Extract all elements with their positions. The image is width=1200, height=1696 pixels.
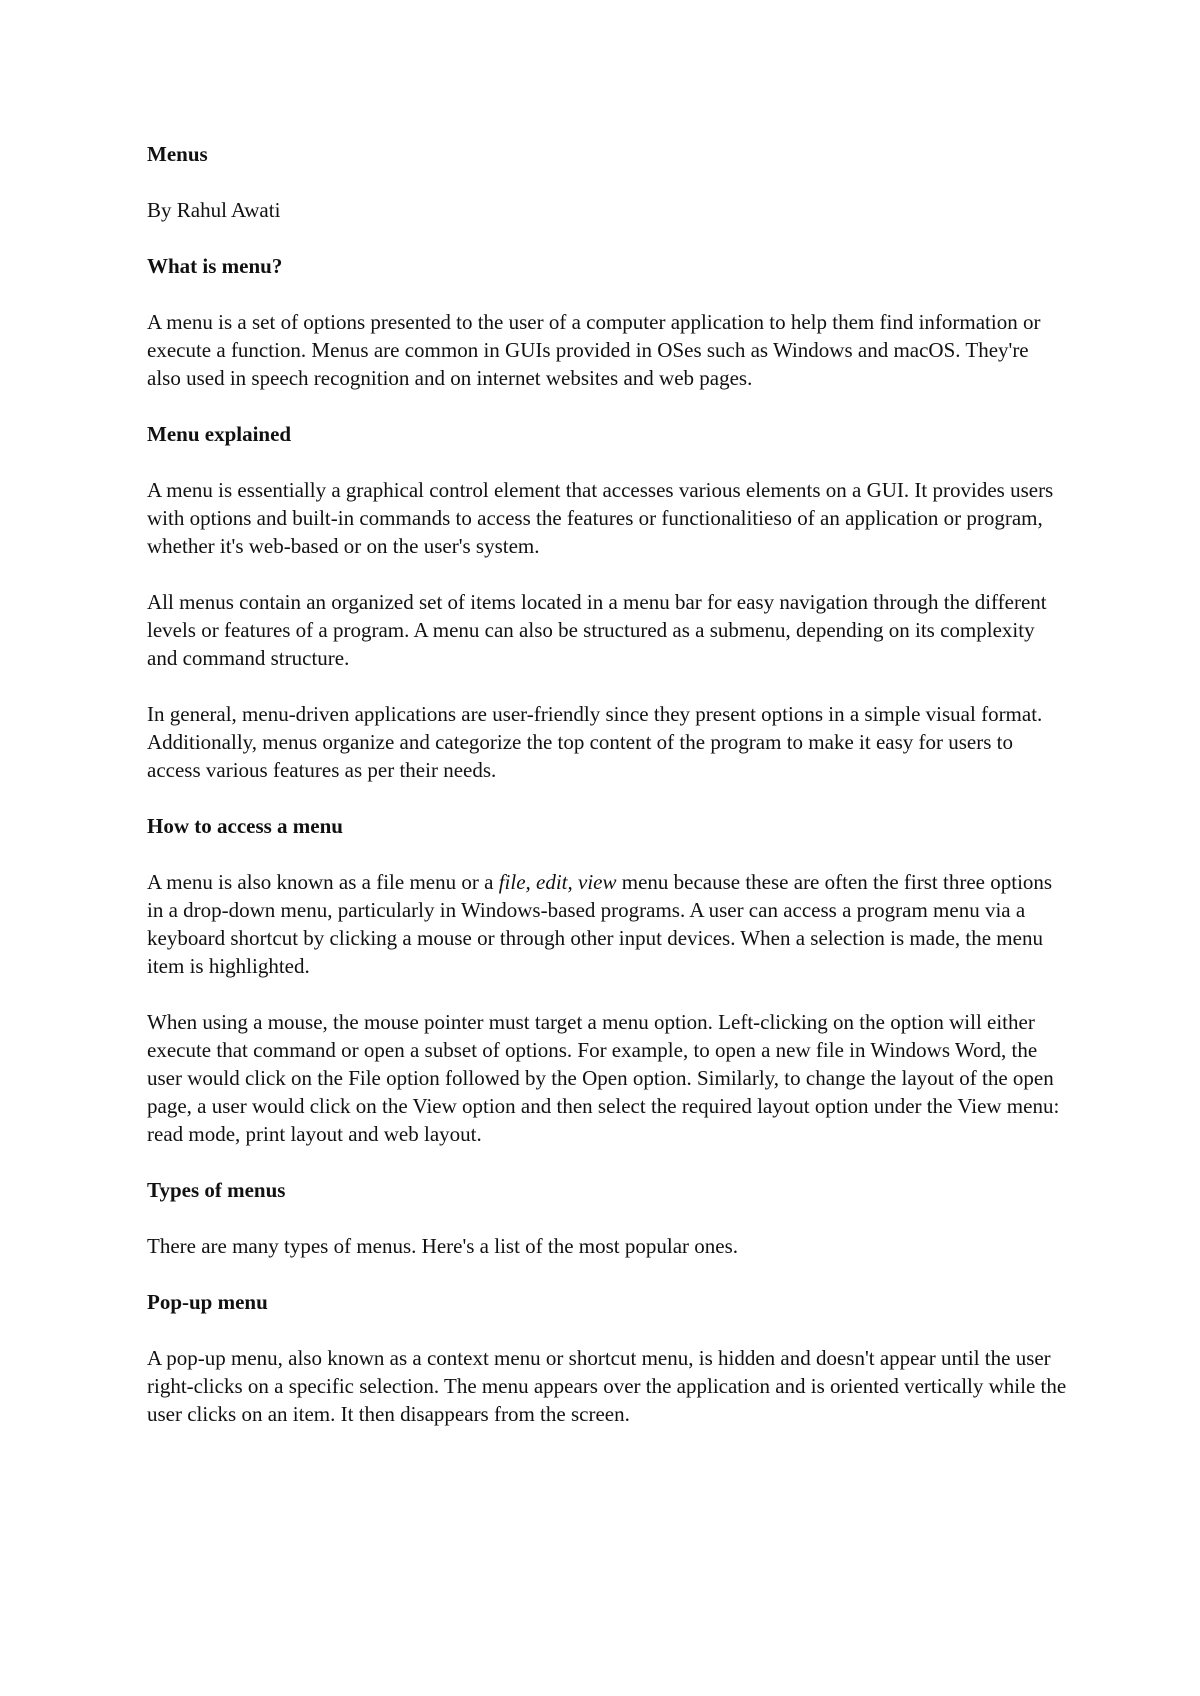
spacer <box>147 392 1067 420</box>
section-heading-pop-up-menu: Pop-up menu <box>147 1290 268 1314</box>
spacer <box>147 784 1067 812</box>
spacer <box>147 672 1067 700</box>
paragraph: In general, menu-driven applications are user-friendly since they present options in a simple visual format. Additionally, menus organize and categorize the top content of the program to make it easy for users to access various features as per their needs. <box>147 702 1043 782</box>
paragraph: A menu is a set of options presented to the user of a computer application to help them find information or execute a function. Menus are common in GUIs provided in OSes such as Windows and macOS. They're also used in speech recognition and on internet websites and web pages. <box>147 310 1041 390</box>
spacer <box>147 840 1067 868</box>
spacer <box>147 1204 1067 1232</box>
document-title: Menus <box>147 142 208 166</box>
paragraph <box>147 868 1067 980</box>
spacer <box>147 1316 1067 1344</box>
spacer <box>147 280 1067 308</box>
spacer <box>147 1260 1067 1288</box>
document-page <box>147 140 1067 1428</box>
byline: By Rahul Awati <box>147 198 281 222</box>
text-run: menu because these are often the first three options in a drop-down menu, particularly in Windows-based programs. A user can access a program menu via a keyboard shortcut by clicking a mouse or through other input devices. When a selection is made, the menu item is highlighted. <box>147 870 1053 978</box>
paragraph: All menus contain an organized set of items located in a menu bar for easy navigation through the different levels or features of a program. A menu can also be structured as a submenu, depending on its complexity and command structure. <box>147 590 1047 670</box>
paragraph: A pop-up menu, also known as a context menu or shortcut menu, is hidden and doesn't appear until the user right-clicks on a specific selection. The menu appears over the application and is oriented vertically while the user clicks on an item. It then disappears from the screen. <box>147 1346 1067 1426</box>
paragraph: A menu is essentially a graphical control element that accesses various elements on a GUI. It provides users with options and built-in commands to access the features or functionalitieso of an application or program, whether it's web-based or on the user's system. <box>147 478 1054 558</box>
spacer <box>147 1148 1067 1176</box>
paragraph: When using a mouse, the mouse pointer must target a menu option. Left-clicking on the option will either execute that command or open a subset of options. For example, to open a new file in Windows Word, the user would click on the File option followed by the Open option. Similarly, to change the layout of the open page, a user would click on the View option and then select the required layout option under the View menu: read mode, print layout and web layout. <box>147 1010 1060 1146</box>
spacer <box>147 560 1067 588</box>
spacer <box>147 980 1067 1008</box>
section-heading-what-is-menu: What is menu? <box>147 254 283 278</box>
italic-text-run: file, edit, view <box>498 870 617 894</box>
paragraph: There are many types of menus. Here's a list of the most popular ones. <box>147 1234 739 1258</box>
section-heading-menu-explained: Menu explained <box>147 422 292 446</box>
text-run: A menu is also known as a file menu or a <box>147 870 499 894</box>
section-heading-types-of-menus: Types of menus <box>147 1178 286 1202</box>
spacer <box>147 168 1067 196</box>
spacer <box>147 448 1067 476</box>
spacer <box>147 224 1067 252</box>
section-heading-how-to-access: How to access a menu <box>147 814 343 838</box>
